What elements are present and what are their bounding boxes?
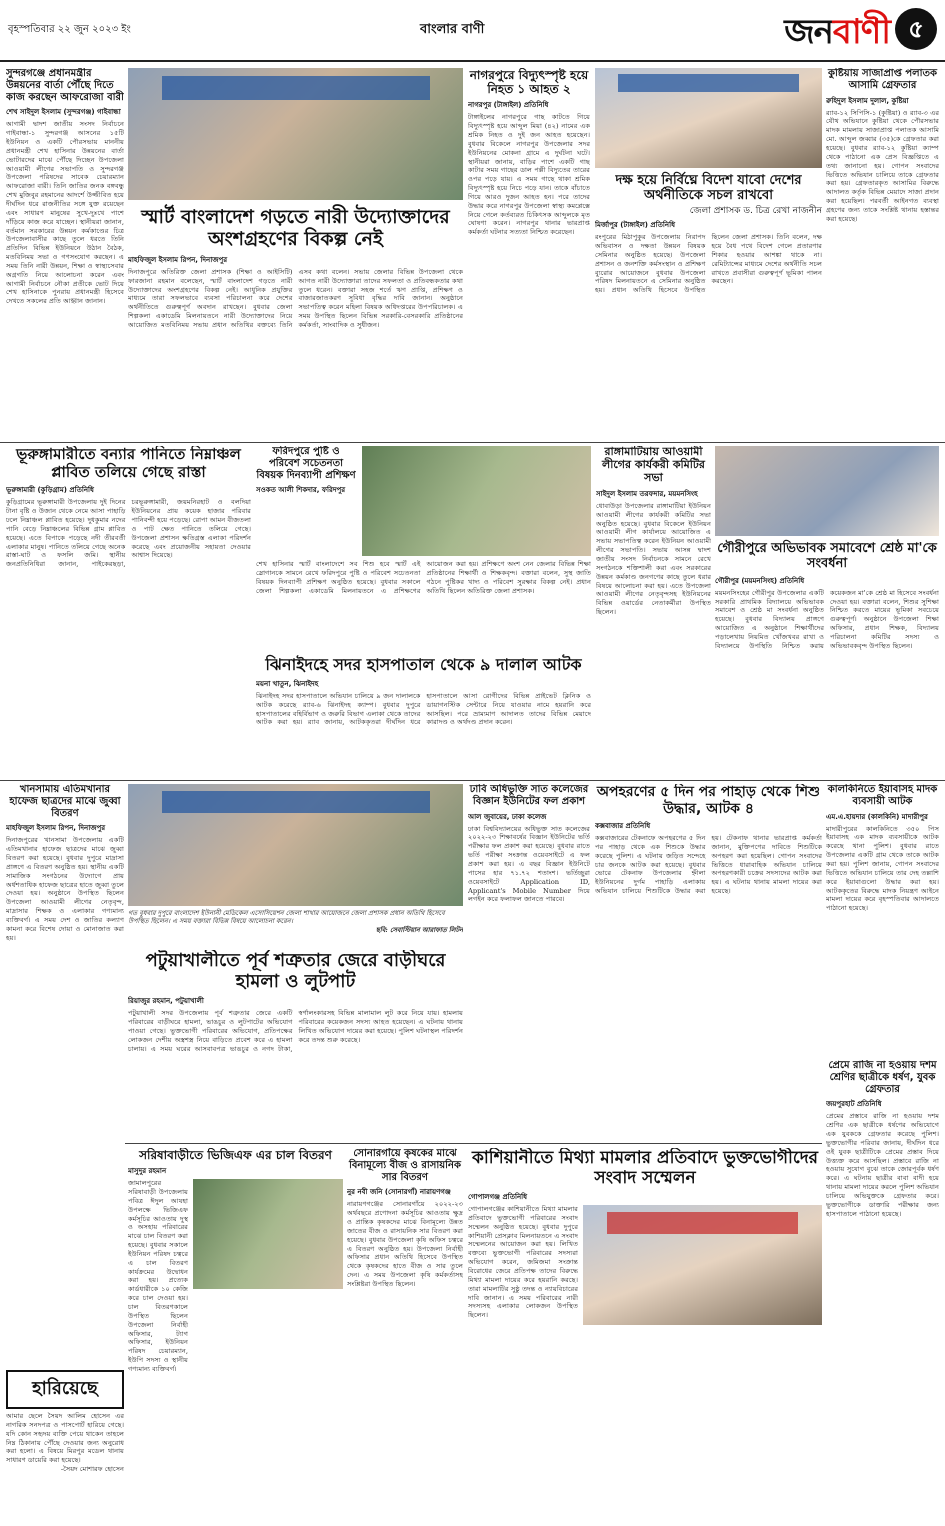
headline: স্মার্ট বাংলাদেশ গড়তে নারী উদ্যোক্তাদের অংশগ্রহণের বিকল্প নেই bbox=[141, 206, 450, 251]
byline: রুহিদুল ইসলাম দুলাল, কুষ্টিয়া bbox=[826, 96, 909, 105]
body: নারায়ণগঞ্জের সোনারগাঁয়ে ২০২২-২৩ অর্থবছরে প্রণোদনা কর্মসূচির আওতায় ক্ষুদ্র ও প্রান্তিক কৃষকদের মাঝে বিনামূল্যে উন্নত জাতের বীজ ও রাসায়নিক সার বিতরণ করা হয়েছে। বুধবার উপজেলা কৃষি অফিস চত্বরে এ বিতরণ অনুষ্ঠিত হয়। উপজেলা নির্বাহী অফিসার প্রধান অতিথি হিসেবে উপস্থিত থেকে কৃষকদের হাতে বীজ ও সার তুলে দেন। এ সময় উপজেলা কৃষি কর্মকর্তাসহ সংশ্লিষ্টরা উপস্থিত ছিলেন। bbox=[347, 1200, 463, 1288]
photo bbox=[128, 784, 463, 906]
byline: মির্জাপুর (টাঙ্গাইল) প্রতিনিধি bbox=[595, 221, 676, 230]
article-a7 bbox=[256, 446, 591, 776]
a7-top-row bbox=[256, 446, 591, 556]
byline: সওকত আলী শিকদার, ফরিদপুর bbox=[256, 486, 346, 495]
article-a10 bbox=[256, 656, 591, 727]
body: শেখ হাসিনার স্মার্ট বাংলাদেশে সব শিশু হবে স্মার্ট এই স্লোগানকে সামনে রেখে ফরিদপুরে পুষ্টি ও পরিবেশ সচেতনতা বিষয়ক দিনব্যাপী প্রশিক্ষণ অনুষ্ঠিত হয়েছে। বুধবার সকালে জেলা শিল্পকলা একাডেমি মিলনায়তনে এ প্রশিক্ষণের আয়োজন করা হয়। প্রশিক্ষণে অংশ নেন জেলার বিভিন্ন শিক্ষা প্রতিষ্ঠানের শিক্ষার্থী ও শিক্ষকবৃন্দ। বক্তারা বলেন, সুস্থ জাতি গঠনে পুষ্টিকর খাদ্য ও পরিবেশ সুরক্ষার বিকল্প নেই। প্রধান অতিথি ছিলেন অতিরিক্ত জেলা প্রশাসক। bbox=[256, 560, 591, 595]
headline: নাগরপুরে বিদ্যুৎস্পৃষ্ট হয়ে নিহত ১ আহত ২ bbox=[469, 68, 589, 97]
headline: ফরিদপুরে পুষ্টি ও পরিবেশ সচেতনতা বিষয়ক দিনব্যাপী প্রশিক্ষণ bbox=[256, 446, 356, 481]
headline: ভূরুঙ্গামারীতে বন্যার পানিতে নিম্নাঞ্চল প্লাবিত তলিয়ে গেছে রাস্তা bbox=[16, 446, 241, 481]
headline: গৌরীপুরে অভিভাবক সমাবেশে শ্রেষ্ঠ মা'কে সংবর্ধনা bbox=[717, 541, 937, 572]
lost-notice-title: হারিয়েছে bbox=[6, 1370, 124, 1409]
lost-notice bbox=[6, 1370, 124, 1520]
byline: গোপালগঞ্জ প্রতিনিধি bbox=[468, 1193, 528, 1202]
article-a5 bbox=[826, 68, 939, 438]
article-a15 bbox=[128, 950, 463, 1140]
banner bbox=[607, 1212, 798, 1234]
body: আগামী দ্বাদশ জাতীয় সংসদ নির্বাচনে গাইবান্ধা-১ সুন্দরগঞ্জ আসনের ১৫টি ইউনিয়ন ও একটি পৌরসভায় মাননীয় প্রধানমন্ত্রী শেখ হাসিনার উন্নয়নের বার্তা ভোটারদের মাঝে পৌঁছে দিচ্ছেন উপজেলা আওয়ামী লীগের সভাপতি ও সুন্দরগঞ্জ উপজেলা পরিষদের সাবেক চেয়ারম্যান আফরোজা বারী। তিনি জাতির জনক বঙ্গবন্ধু শেখ মুজিবুর রহমানের আদর্শে উজ্জীবিত হয়ে দীর্ঘদিন ধরে রাজনীতির সঙ্গে যুক্ত রয়েছেন এবং সাধারণ মানুষের সুখে-দুঃখে পাশে দাঁড়িয়ে কাজ করে যাচ্ছেন। স্থানীয়রা জানান, বর্তমান সরকারের উন্নয়ন কর্মকাণ্ডের চিত্র উপজেলাবাসীর কাছে তুলে ধরতে তিনি প্রতিদিন বিভিন্ন ইউনিয়নে উঠান বৈঠক, মতবিনিময় সভা ও গণসংযোগ করছেন। এ সময় তিনি নারী উন্নয়ন, শিক্ষা ও স্বাস্থ্যসেবার অগ্রগতি নিয়ে আলোচনা করেন এবং আগামী নির্বাচনে নৌকা প্রতীকে ভোট দিয়ে শেখ হাসিনাকে পুনরায় প্রধানমন্ত্রী হিসেবে দেখতে সকলের প্রতি আহ্বান জানান। bbox=[6, 120, 124, 306]
byline: গৌরীপুর (ময়মনসিংহ) প্রতিনিধি bbox=[715, 576, 805, 585]
headline: রাঙ্গামাটিয়ায় আওয়ামী লীগের কার্যকরী কমিটির সভা bbox=[602, 446, 705, 484]
byline: মাসুদুর রহমান bbox=[128, 1167, 167, 1176]
banner bbox=[618, 74, 800, 92]
article-a11 bbox=[6, 784, 124, 1364]
byline: ভূরুঙ্গামারী (কুড়িগ্রাম) প্রতিনিধি bbox=[6, 486, 94, 495]
a16-content-row bbox=[128, 1179, 343, 1374]
headline: প্রেমে রাজি না হওয়ায় দশম শ্রেণির ছাত্রীকে ধর্ষণ, যুবক গ্রেফতার bbox=[828, 1060, 937, 1095]
article-a6 bbox=[6, 446, 251, 776]
body: টাঙ্গাইলের নাগরপুরে গাছ কাটতে গিয়ে বিদ্যুৎস্পৃষ্ট হয়ে আব্দুল মিয়া (৪২) নামের এক শ্রমিক নিহত ও দুই জন আহত হয়েছেন। বুধবার বিকেলে নাগরপুর উপজেলার সদর ইউনিয়নের মোকনা গ্রামে এ দুর্ঘটনা ঘটে। স্থানীয়রা জানায়, বাড়ির পাশে একটি গাছ কাটার সময় গাছের ডাল পল্লী বিদ্যুতের তারের ওপর পড়ে যায়। এ সময় গাছে থাকা শ্রমিক বিদ্যুৎস্পৃষ্ট হয়ে নিচে পড়ে যান। তাকে বাঁচাতে গিয়ে আরও দুজন আহত হন। পরে তাদের উদ্ধার করে নাগরপুর উপজেলা স্বাস্থ্য কমপ্লেক্সে নিয়ে গেলে কর্তব্যরত চিকিৎসক আব্দুলকে মৃত ঘোষণা করেন। নাগরপুর থানার ভারপ্রাপ্ত কর্মকর্তা ঘটনার সত্যতা নিশ্চিত করেছেন। bbox=[468, 113, 590, 237]
article-a3 bbox=[468, 68, 590, 438]
body: কক্সবাজারের টেকনাফে অপহরণের ৫ দিন পর পাহাড় থেকে এক শিশুকে উদ্ধার করেছে পুলিশ। এ ঘটনায় জড়িত সন্দেহে চার জনকে আটক করা হয়েছে। বুধবার ভোরে টেকনাফ উপজেলার হ্নীলা ইউনিয়নের দুর্গম পাহাড়ি এলাকায় অভিযান চালিয়ে শিশুটিকে উদ্ধার করা হয়। টেকনাফ থানার ভারপ্রাপ্ত কর্মকর্তা জানান, মুক্তিপণের দাবিতে শিশুটিকে অপহরণ করা হয়েছিল। গোপন সংবাদের ভিত্তিতে ধারাবাহিক অভিযান চালিয়ে অপহরণকারী চক্রের সদস্যদের আটক করা হয়। এ ঘটনায় থানায় মামলা দায়ের করা হয়েছে। bbox=[595, 834, 822, 896]
photo bbox=[128, 68, 463, 200]
photo-block-c1 bbox=[128, 784, 463, 944]
article-a9 bbox=[715, 446, 939, 776]
headline: সরিষাবাড়ীতে ভিজিএফ এর চাল বিতরণ bbox=[139, 1148, 332, 1162]
byline: এম.এ.হায়দার (কালকিনি) মাদারীপুর bbox=[826, 812, 928, 821]
article-a2 bbox=[128, 68, 463, 438]
body: গোপালগঞ্জের কাশিয়ানীতে মিথ্যা মামলার প্রতিবাদে ভুক্তভোগী পরিবারের সংবাদ সম্মেলন অনুষ্ঠিত হয়েছে। বুধবার দুপুরে কাশিয়ানী প্রেসক্লাব মিলনায়তনে এ সংবাদ সম্মেলনের আয়োজন করা হয়। লিখিত বক্তব্যে ভুক্তভোগী পরিবারের সদস্যরা অভিযোগ করেন, জমিজমা সংক্রান্ত বিরোধের জেরে প্রতিপক্ষ তাদের বিরুদ্ধে মিথ্যা মামলা দায়ের করে হয়রানি করছে। তারা মামলাটির সুষ্ঠু তদন্ত ও ন্যায়বিচারের দাবি জানান। এ সময় পরিবারের নারী সদস্যসহ এলাকার লোকজন উপস্থিত ছিলেন। bbox=[468, 1205, 578, 1320]
divider bbox=[0, 780, 945, 781]
body: ঝিনাইদহ সদর হাসপাতালে অভিযান চালিয়ে ৯ জন দালালকে আটক করেছে র‌্যাব-৬ ঝিনাইদহ ক্যাম্প। বুধবার দুপুরে হাসপাতালের বহির্বিভাগ ও জরুরি বিভাগ এলাকা থেকে তাদের আটক করা হয়। র‌্যাব জানায়, আটককৃতরা দীর্ঘদিন ধরে হাসপাতালে আসা রোগীদের বিভিন্ন প্রাইভেট ক্লিনিক ও ডায়াগনস্টিক সেন্টারে নিয়ে যাওয়ার নামে হয়রানি করে আসছিল। পরে ভ্রাম্যমাণ আদালত তাদের বিভিন্ন মেয়াদে কারাদণ্ড ও অর্থদণ্ড প্রদান করেন। bbox=[256, 691, 591, 727]
paper-name: বাংলার বাণী bbox=[420, 22, 485, 37]
byline: রিয়াজুর রহমান, পটুয়াখালী bbox=[128, 997, 204, 1006]
headline: কুষ্টিয়ায় সাজাপ্রাপ্ত পলাতক আসামি গ্রেফতার bbox=[827, 68, 938, 91]
byline: কক্সবাজার প্রতিনিধি bbox=[595, 822, 651, 831]
caption-credit: ছবি: সেবাস্টিয়ান আরাফাত লিটন bbox=[375, 925, 463, 934]
article-a16 bbox=[128, 1148, 343, 1520]
body: প্রেমের প্রস্তাবে রাজি না হওয়ায় দশম শ্রেণির এক ছাত্রীকে ধর্ষণের অভিযোগে এক যুবককে গ্রেফতার করেছে পুলিশ। ভুক্তভোগীর পরিবার জানায়, দীর্ঘদিন ধরে ওই যুবক ছাত্রীটিকে প্রেমের প্রস্তাব দিয়ে উত্ত্যক্ত করে আসছিল। প্রস্তাবে রাজি না হওয়ায় সুযোগ বুঝে তাকে জোরপূর্বক ধর্ষণ করে। এ ঘটনায় ছাত্রীর বাবা বাদী হয়ে থানায় মামলা দায়ের করলে পুলিশ অভিযান চালিয়ে অভিযুক্তকে গ্রেফতার করে। ভুক্তভোগীকে ডাক্তারি পরীক্ষার জন্য হাসপাতালে পাঠানো হয়েছে। bbox=[826, 1112, 939, 1218]
headline: খানসামায় এতিমখানার হাফেজ ছাত্রদের মাঝে জুব্বা বিতরণ bbox=[9, 784, 121, 819]
body: দিনাজপুরের খানসামা উপজেলায় একটি এতিমখানার হাফেজ ছাত্রদের মাঝে জুব্বা বিতরণ করা হয়েছে। বুধবার দুপুরে মাদ্রাসা প্রাঙ্গণে এ বিতরণ অনুষ্ঠিত হয়। স্থানীয় একটি সামাজিক সংগঠনের উদ্যোগে প্রায় অর্ধশতাধিক হাফেজ ছাত্রের হাতে জুব্বা তুলে দেওয়া হয়। অনুষ্ঠানে উপস্থিত ছিলেন উপজেলা আওয়ামী লীগের নেতৃবৃন্দ, মাদ্রাসার শিক্ষক ও এলাকার গণ্যমান্য ব্যক্তিবর্গ। এ সময় দেশ ও জাতির কল্যাণ কামনা করে বিশেষ দোয়া ও মোনাজাত করা হয়। bbox=[6, 836, 124, 942]
banner bbox=[162, 76, 430, 100]
article-a18 bbox=[468, 1148, 822, 1520]
byline: মাহফিজুল ইসলাম রিপন, দিনাজপুর bbox=[6, 824, 106, 833]
article-a4 bbox=[595, 68, 822, 438]
body: পটুয়াখালী সদর উপজেলায় পূর্ব শত্রুতার জেরে একটি পরিবারের বাড়ীঘরে হামলা, ভাঙচুর ও লুটপাটের অভিযোগ পাওয়া গেছে। ভুক্তভোগী পরিবারের অভিযোগ, প্রতিপক্ষের লোকজন দেশীয় অস্ত্রশস্ত্র নিয়ে বাড়িতে প্রবেশ করে এ হামলা চালায়। এ সময় ঘরের আসবাবপত্র ভাঙচুর ও নগদ টাকা, স্বর্ণালংকারসহ বিভিন্ন মালামাল লুট করে নিয়ে যায়। হামলায় পরিবারের কয়েকজন সদস্য আহত হয়েছেন। এ ঘটনায় থানায় লিখিত অভিযোগ দায়ের করা হয়েছে। পুলিশ ঘটনাস্থল পরিদর্শন করে তদন্ত শুরু করেছে। bbox=[128, 1009, 463, 1053]
photo bbox=[715, 446, 939, 536]
page-header bbox=[0, 0, 945, 62]
headline: দক্ষ হয়ে নির্বিঘ্নে বিদেশ যাবো দেশের অর্থনীতিকে সচল রাখবো bbox=[615, 173, 802, 204]
photo bbox=[583, 1205, 822, 1325]
lost-notice-sign: -সৈয়দ মোশারফ হোসেন bbox=[60, 1465, 124, 1474]
body: ঢাকা বিশ্ববিদ্যালয়ের অধিভুক্ত সাত কলেজের ২০২২-২৩ শিক্ষাবর্ষের বিজ্ঞান ইউনিটের ভর্তি পরীক্ষার ফল প্রকাশ করা হয়েছে। বুধবার রাতে ভর্তি পরীক্ষা সংক্রান্ত ওয়েবসাইটে এ ফল প্রকাশ করা হয়। এ বছর বিজ্ঞান ইউনিটে পাসের হার ৭১.৭২ শতাংশ। ভর্তিচ্ছুরা ওয়েবসাইটে Application ID, Applicant's Mobile Number দিয়ে লগইন করে ফলাফল জানতে পারবে। bbox=[468, 824, 590, 904]
headline: অপহরণের ৫ দিন পর পাহাড় থেকে শিশু উদ্ধার, আটক ৪ bbox=[596, 784, 821, 817]
divider bbox=[0, 442, 945, 443]
caption: গত বুধবার দুপুরে বাংলাদেশ ইউনানী মেডিকেল এসোসিয়েশন জেলা শাখার আয়োজনে জেলা প্রশাসক প্রধান অতিথি হিসেবে উপস্থিত ছিলেন। এ সময় বক্তারা বিভিন্ন বিষয়ে আলোচনা করেন। bbox=[128, 909, 445, 926]
byline: আল জুবায়ের, ঢাকা কলেজ bbox=[468, 812, 547, 821]
byline: ময়না খাতুন, ঝিনাইদহ bbox=[256, 679, 319, 688]
body: জামালপুরের সরিষাবাড়ী উপজেলায় পবিত্র ঈদুল আযহা উপলক্ষে ভিজিএফ কর্মসূচির আওতায় দুস্থ ও অসহায় পরিবারের মাঝে চাল বিতরণ করা হয়েছে। বুধবার সকালে ইউনিয়ন পরিষদ চত্বরে এ চাল বিতরণ কার্যক্রমের উদ্বোধন করা হয়। প্রত্যেক কার্ডধারীকে ১০ কেজি করে চাল দেওয়া হয়। চাল বিতরণকালে উপস্থিত ছিলেন উপজেলা নির্বাহী অফিসার, ট্যাগ অফিসার, ইউনিয়ন পরিষদ চেয়ারম্যান, ইউপি সদস্য ও স্থানীয় গণ্যমান্য ব্যক্তিবর্গ। bbox=[128, 1179, 188, 1373]
subhead: জেলা প্রশাসক ড. চিত্র রেখা নাজনীন bbox=[689, 205, 822, 216]
lost-notice-body: আমার ছেলে সৈয়দ আলিম হোসেন এর নাগরিক সনদপত্র ও পাসপোর্ট হারিয়ে গেছে। যদি কোন সহৃদয় ব্যক্তি পেয়ে থাকেন তাহলে নিম্ন ঠিকানায় পৌঁছে দেওয়ার জন্য অনুরোধ করা হলো। এ বিষয়ে মিরপুর মডেল থানায় সাধারণ ডায়েরি করা হয়েছে। bbox=[6, 1412, 124, 1465]
body: রংপুরের মিঠাপুকুর উপজেলায় নিরাপদ অভিবাসন ও দক্ষতা উন্নয়ন বিষয়ক সেমিনার অনুষ্ঠিত হয়েছে। উপজেলা প্রশাসন ও জনশক্তি কর্মসংস্থান ও প্রশিক্ষণ ব্যুরোর আয়োজনে বুধবার উপজেলা পরিষদ মিলনায়তনে এ সেমিনার অনুষ্ঠিত হয়। প্রধান অতিথি হিসেবে উপস্থিত ছিলেন জেলা প্রশাসক। তিনি বলেন, দক্ষ হয়ে বৈধ পথে বিদেশ গেলে প্রতারণার শিকার হওয়ার আশঙ্কা থাকে না। রেমিট্যান্সের মাধ্যমে দেশের অর্থনীতি সচল রাখতে প্রবাসীরা গুরুত্বপূর্ণ ভূমিকা পালন করছেন। bbox=[595, 233, 822, 295]
body: মাদারীপুরের কালকিনিতে ৩৫০ পিস ইয়াবাসহ এক মাদক ব্যবসায়ীকে আটক করেছে থানা পুলিশ। বুধবার রাতে উপজেলার একটি গ্রাম থেকে তাকে আটক করা হয়। পুলিশ জানায়, গোপন সংবাদের ভিত্তিতে অভিযান চালিয়ে তার দেহ তল্লাশি করে ইয়াবাগুলো উদ্ধার করা হয়। আটককৃতের বিরুদ্ধে মাদক নিয়ন্ত্রণ আইনে মামলা দায়ের করে বৃহস্পতিবার আদালতে পাঠানো হয়েছে। bbox=[826, 824, 939, 913]
byline: জয়পুরহাট প্রতিনিধি bbox=[826, 1100, 882, 1109]
byline: নুর নবী জনি (সোনারগাঁ) নারায়ণগঞ্জ bbox=[347, 1188, 451, 1197]
page-number: ৫ bbox=[895, 8, 937, 50]
byline: শেখ সাইদুল ইসলাম (সুন্দরগঞ্জ) গাইবান্ধা bbox=[6, 108, 121, 117]
a7-header-block bbox=[256, 446, 356, 556]
byline: নাগরপুর (টাঙ্গাইল) প্রতিনিধি bbox=[468, 101, 549, 110]
headline: কাশিয়ানীতে মিথ্যা মামলার প্রতিবাদে ভুক্তভোগীদের সংবাদ সম্মেলন bbox=[471, 1148, 819, 1189]
a18-content-row bbox=[468, 1205, 822, 1325]
logo bbox=[784, 6, 890, 63]
photo bbox=[362, 446, 591, 556]
body: ময়মনসিংহের গৌরীপুর উপজেলার একটি সরকারি প্রাথমিক বিদ্যালয়ে অভিভাবক সমাবেশ ও শ্রেষ্ঠ মা সংবর্ধনা অনুষ্ঠিত হয়েছে। বুধবার বিদ্যালয় প্রাঙ্গণে আয়োজিত এ অনুষ্ঠানে শিক্ষার্থীদের পড়ালেখায় নিয়মিত খোঁজখবর রাখা ও বিদ্যালয়ে উপস্থিতি নিশ্চিত করায় কয়েকজন মা'কে শ্রেষ্ঠ মা হিসেবে সংবর্ধনা দেওয়া হয়। বক্তারা বলেন, শিশুর সুশিক্ষা নিশ্চিত করতে মায়ের ভূমিকা সবচেয়ে গুরুত্বপূর্ণ। অনুষ্ঠানে উপজেলা শিক্ষা অফিসার, প্রধান শিক্ষক, বিদ্যালয় পরিচালনা কমিটির সদস্য ও অভিভাবকবৃন্দ উপস্থিত ছিলেন। bbox=[715, 588, 939, 650]
logo-part-a: জন bbox=[784, 12, 833, 52]
headline: ঝিনাইদহে সদর হাসপাতাল থেকে ৯ দালাল আটক bbox=[265, 655, 582, 674]
body: দিনাজপুরে অতিরিক্ত জেলা প্রশাসক (শিক্ষা ও আইসিটি) ফারজানা রহমান বলেছেন, স্মার্ট বাংলাদেশ গড়তে নারী উদ্যোক্তাদের অংশগ্রহণের বিকল্প নেই। আধুনিক প্রযুক্তির মাধ্যমে তারা সফলভাবে ব্যবসা পরিচালনা করে দেশের অর্থনীতিতে গুরুত্বপূর্ণ অবদান রাখছেন। বুধবার জেলা শিল্পকলা একাডেমি মিলনায়তনে নারী উদ্যোক্তাদের নিয়ে আয়োজিত মতবিনিময় সভায় প্রধান অতিথির বক্তব্যে তিনি এসব কথা বলেন। সভায় জেলার বিভিন্ন উপজেলা থেকে আগত নারী উদ্যোক্তারা তাদের সফলতা ও প্রতিবন্ধকতার কথা তুলে ধরেন। বক্তারা সহজ শর্তে ঋণ প্রাপ্তি, প্রশিক্ষণ ও বাজারজাতকরণ সুবিধা বৃদ্ধির দাবি জানান। অনুষ্ঠানে সভাপতিত্ব করেন মহিলা বিষয়ক অধিদপ্তরের উপপরিচালক। এ সময় উপস্থিত ছিলেন বিভিন্ন সরকারি-বেসরকারি প্রতিষ্ঠানের কর্মকর্তা, সাংবাদিক ও সুধীজন। bbox=[128, 267, 463, 329]
body: ধোবাউড়া উপজেলার রাঙ্গামাটিয়া ইউনিয়ন আওয়ামী লীগের কার্যকরী কমিটির সভা অনুষ্ঠিত হয়েছে। বুধবার বিকেলে ইউনিয়ন আওয়ামী লীগ কার্যালয়ে আয়োজিত এ সভায় সভাপতিত্ব করেন ইউনিয়ন আওয়ামী লীগের সভাপতি। সভায় আসন্ন দ্বাদশ জাতীয় সংসদ নির্বাচনকে সামনে রেখে সংগঠনকে শক্তিশালী করা এবং সরকারের উন্নয়ন কর্মকাণ্ড জনগণের কাছে তুলে ধরার বিষয়ে আলোচনা করা হয়। এতে উপজেলা আওয়ামী লীগের নেতৃবৃন্দসহ ইউনিয়নের বিভিন্ন ওয়ার্ডের নেতাকর্মীরা উপস্থিত ছিলেন। bbox=[596, 501, 711, 617]
article-a8 bbox=[596, 446, 711, 776]
divider bbox=[125, 1143, 822, 1144]
photo bbox=[193, 1179, 343, 1289]
body: কুড়িগ্রামের ভূরুঙ্গামারী উপজেলায় দুই দিনের টানা বৃষ্টি ও উজান থেকে নেমে আসা পাহাড়ি ঢলে নিম্নাঞ্চল প্লাবিত হয়েছে। দুধকুমার নদের পানি বেড়ে নিম্নাঞ্চলের বিভিন্ন গ্রাম প্লাবিত হয়েছে। এতে বিপাকে পড়েছে নদী তীরবর্তী এলাকার মানুষ। পানিতে তলিয়ে গেছে অনেক রাস্তা-ঘাট ও ফসলি জমি। স্থানীয় জনপ্রতিনিধিরা জানান, পাইকেরছড়া, চরভূরুঙ্গামারী, জয়মনিরহাট ও বলদিয়া ইউনিয়নের প্রায় কয়েক হাজার পরিবার পানিবন্দী হয়ে পড়েছে। রোপা আমন বীজতলা ও পাট ক্ষেত পানিতে তলিয়ে গেছে। উপজেলা প্রশাসন ক্ষতিগ্রস্ত এলাকা পরিদর্শন করেছে এবং প্রয়োজনীয় সহায়তা দেওয়ার আশ্বাস দিয়েছে। bbox=[6, 498, 251, 569]
byline: মাহফিজুল ইসলাম রিপন, দিনাজপুর bbox=[128, 255, 228, 264]
headline: কালকিনিতে ইয়াবাসহ মাদক ব্যবসায়ী আটক bbox=[827, 784, 938, 807]
headline: সোনারগাঁয়ে কৃষকের মাঝে বিনামূল্যে বীজ ও রাসায়নিক সার বিতরণ bbox=[348, 1148, 462, 1183]
banner bbox=[162, 791, 430, 813]
photo bbox=[595, 68, 822, 168]
article-a19 bbox=[826, 1060, 939, 1520]
article-a13 bbox=[595, 784, 822, 1139]
logo-part-b: বাণী bbox=[832, 12, 890, 52]
headline: সুন্দরগঞ্জে প্রধানমন্ত্রীর উন্নয়নের বার্তা পৌঁছে দিতে কাজ করছেন আফরোজা বারী bbox=[6, 68, 124, 103]
article-a12 bbox=[468, 784, 590, 1139]
headline: পটুয়াখালীতে পূর্ব শত্রুতার জেরে বাড়ীঘরে হামলা ও লুটপাট bbox=[145, 950, 446, 993]
body: র‌্যাব-১২ সিপিসি-১ (কুষ্টিয়া) ও র‌্যাব-৩ এর যৌথ অভিযানে কুষ্টিয়া থেকে পৌরসভার মাদক মামলায় সাজাপ্রাপ্ত পলাতক আসামি মো. আব্দুল জব্বার (৩৫)কে গ্রেফতার করা হয়েছে। বুধবার র‌্যাব-১২ কুষ্টিয়া ক্যাম্প থেকে পাঠানো এক প্রেস বিজ্ঞপ্তিতে এ তথ্য জানানো হয়। গোপন সংবাদের ভিত্তিতে অভিযান চালিয়ে তাকে গ্রেফতার করা হয়। গ্রেফতারকৃত আসামির বিরুদ্ধে আদালত কর্তৃক বিভিন্ন মেয়াদে সাজা প্রদান করা হয়েছিল। পরবর্তী আইনগত ব্যবস্থা গ্রহণের জন্য তাকে সংশ্লিষ্ট থানায় হস্তান্তর করা হয়েছে। bbox=[826, 108, 939, 223]
article-a14 bbox=[826, 784, 939, 1054]
issue-date: বৃহস্পতিবার ২২ জুন ২০২৩ ইং bbox=[8, 24, 131, 35]
article-a17 bbox=[347, 1148, 463, 1520]
byline: সাইদুল ইসলাম তরফদার, ময়মনসিংহ bbox=[596, 489, 698, 498]
headline: ঢাবি অধিভুক্তি সাত কলেজের বিজ্ঞান ইউনিটের ফল প্রকাশ bbox=[469, 784, 589, 807]
article-a1 bbox=[6, 68, 124, 438]
